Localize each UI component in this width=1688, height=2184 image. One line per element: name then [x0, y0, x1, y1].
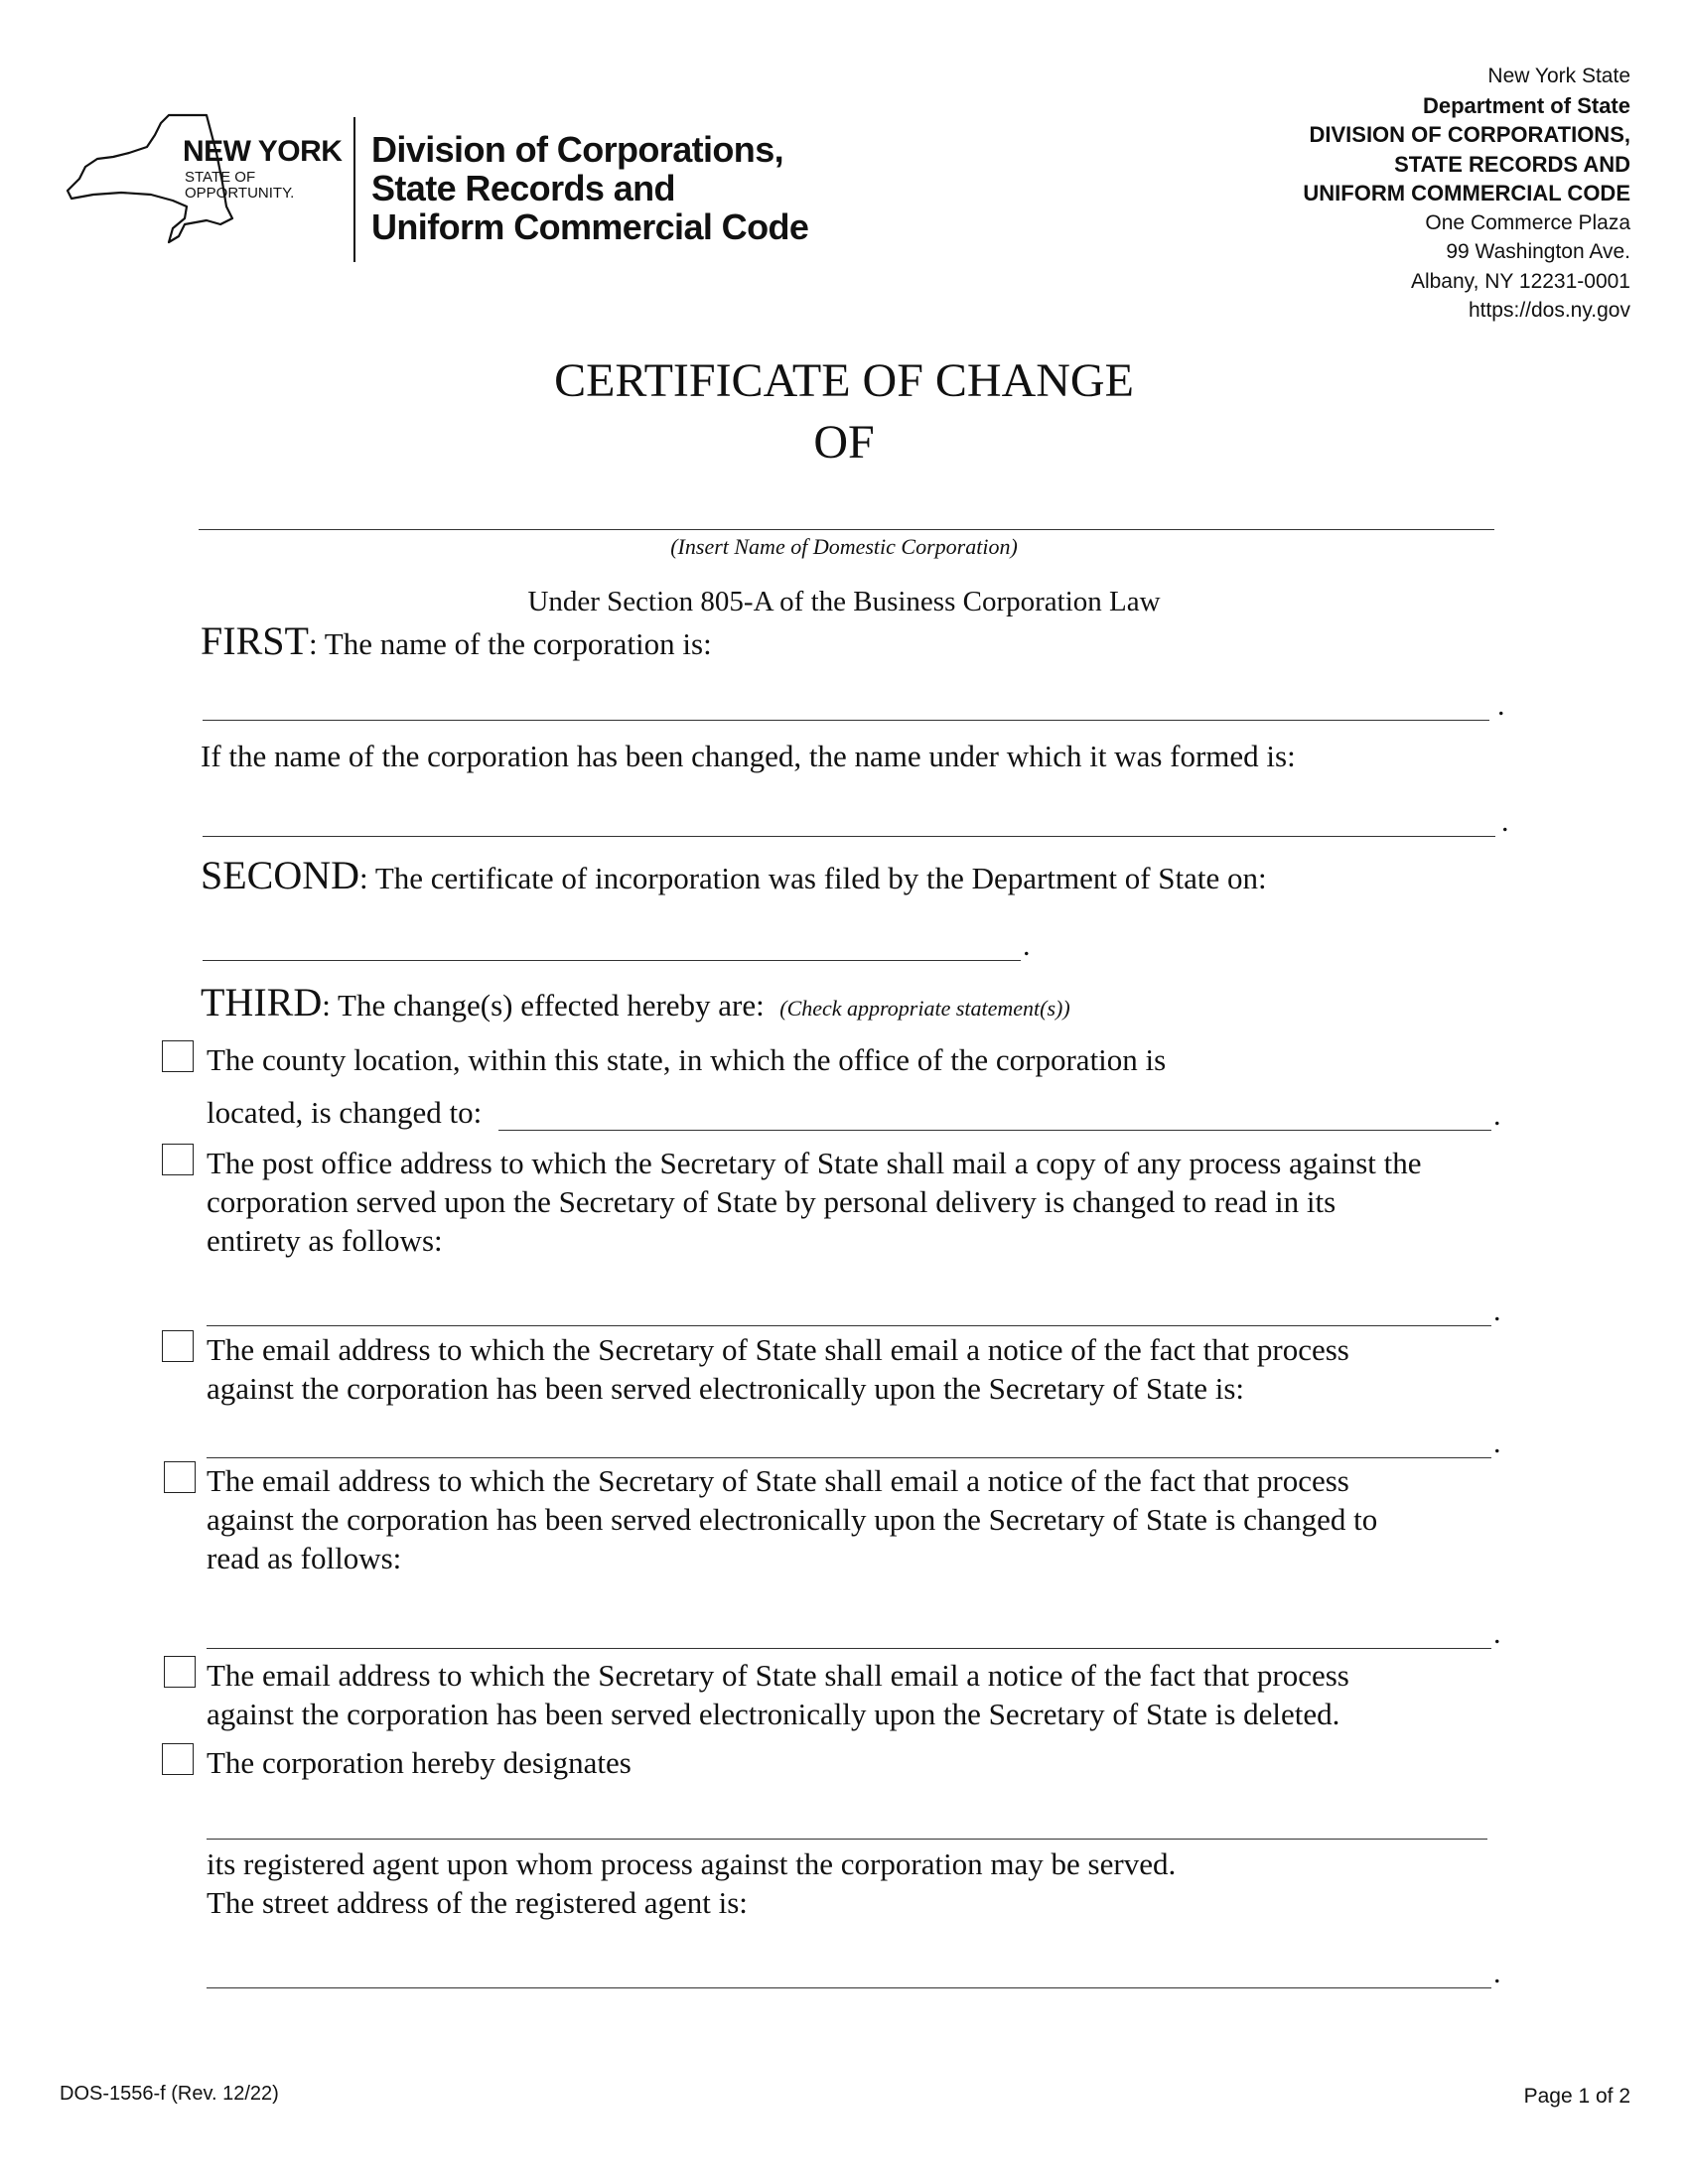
registered-agent-name-input[interactable] — [207, 1839, 1487, 1840]
agency-address — [1114, 62, 1630, 326]
email-delete-checkbox[interactable] — [164, 1656, 196, 1688]
email-input[interactable] — [207, 1457, 1491, 1458]
agent-text-2: its registered agent upon whom process against the corporation may be served. — [207, 1846, 1177, 1881]
post-office-text-2: corporation served upon the Secretary of State by personal delivery is changed to read in its — [207, 1184, 1336, 1219]
email-address-checkbox[interactable] — [162, 1330, 194, 1362]
agency-line-6: One Commerce Plaza — [1425, 210, 1630, 234]
county-change-checkbox[interactable] — [162, 1040, 194, 1072]
second-label: SECOND — [201, 853, 360, 897]
agency-line-7: 99 Washington Ave. — [1446, 240, 1630, 263]
second-section — [201, 853, 1267, 897]
email-delete-text-2: against the corporation has been served electronically upon the Secretary of State is deleted. — [207, 1697, 1340, 1731]
period: . — [1501, 805, 1509, 838]
first-colon: : — [308, 626, 318, 661]
page-number: Page 1 of 2 — [1523, 2085, 1630, 2108]
agency-website[interactable]: https://dos.ny.gov — [1468, 299, 1630, 322]
agency-line-3: DIVISION OF CORPORATIONS, — [1309, 122, 1630, 147]
email-change-text-1: The email address to which the Secretary of State shall email a notice of the fact that process — [207, 1463, 1349, 1498]
post-office-text-1: The post office address to which the Secretary of State shall mail a copy of any process against the — [207, 1146, 1422, 1180]
agent-text-3: The street address of the registered agent is: — [207, 1885, 748, 1920]
email-delete-text-1: The email address to which the Secretary of State shall email a notice of the fact that process — [207, 1658, 1349, 1693]
period: . — [1493, 1427, 1501, 1459]
county-text-2: located, is changed to: — [207, 1095, 483, 1130]
email-change-text-2: against the corporation has been served electronically upon the Secretary of State is changed to — [207, 1502, 1378, 1537]
third-note: (Check appropriate statement(s)) — [779, 996, 1070, 1021]
agent-text-1: The corporation hereby designates — [207, 1745, 632, 1780]
first-text: The name of the corporation is: — [317, 626, 712, 661]
registered-agent-address-input[interactable] — [207, 1987, 1491, 1988]
registered-agent-checkbox[interactable] — [162, 1743, 194, 1775]
email-text-1: The email address to which the Secretary of State shall email a notice of the fact that process — [207, 1332, 1349, 1367]
county-input[interactable] — [498, 1130, 1491, 1131]
period: . — [1493, 1957, 1501, 1989]
first-section — [201, 618, 712, 663]
original-name-input[interactable] — [203, 836, 1495, 837]
email-change-text-3: read as follows: — [207, 1541, 402, 1575]
agency-line-2: Department of State — [1422, 92, 1630, 118]
email-change-checkbox[interactable] — [164, 1461, 196, 1493]
logo-state-name: NEW YORK — [183, 135, 343, 168]
agency-line-8: Albany, NY 12231-0001 — [1410, 269, 1630, 293]
period: . — [1493, 1617, 1501, 1650]
logo-tagline-2: OPPORTUNITY. — [185, 185, 295, 202]
third-text: : The change(s) effected hereby are: — [322, 988, 765, 1023]
post-office-text-3: entirety as follows: — [207, 1223, 443, 1258]
corporation-name-input[interactable] — [203, 720, 1489, 721]
name-caption: (Insert Name of Domestic Corporation) — [670, 534, 1018, 559]
document-title-of: OF — [813, 416, 875, 469]
agency-line-4: STATE RECORDS AND — [1394, 151, 1630, 177]
filing-date-input[interactable] — [203, 960, 1021, 961]
corporation-name-field[interactable] — [199, 529, 1494, 530]
third-label: THIRD — [201, 980, 323, 1024]
ny-state-logo — [58, 109, 346, 258]
division-line-1: Division of Corporations, — [371, 129, 784, 170]
county-text-1: The county location, within this state, in which the office of the corporation is — [207, 1042, 1167, 1077]
agency-line-1: New York State — [1487, 65, 1630, 87]
period: . — [1023, 929, 1031, 962]
period: . — [1493, 1295, 1501, 1327]
email-change-input[interactable] — [207, 1648, 1491, 1649]
document-title: CERTIFICATE OF CHANGE — [554, 354, 1134, 407]
period: . — [1497, 689, 1505, 722]
changed-name-text: If the name of the corporation has been changed, the name under which it was formed is: — [201, 739, 1296, 773]
email-text-2: against the corporation has been served electronically upon the Secretary of State is: — [207, 1371, 1245, 1406]
logo-divider — [353, 117, 355, 262]
period: . — [1493, 1099, 1501, 1132]
division-line-2: State Records and — [371, 168, 675, 208]
second-text: : The certificate of incorporation was filed by the Department of State on: — [359, 861, 1267, 895]
logo-tagline-1: STATE OF — [185, 169, 256, 186]
agency-line-5: UNIFORM COMMERCIAL CODE — [1303, 181, 1630, 205]
division-line-3: Uniform Commercial Code — [371, 206, 809, 247]
first-label: FIRST — [201, 618, 309, 663]
third-section — [201, 980, 1070, 1027]
post-office-input[interactable] — [207, 1325, 1491, 1326]
law-line: Under Section 805-A of the Business Corporation Law — [527, 586, 1161, 617]
post-office-checkbox[interactable] — [162, 1144, 194, 1175]
form-id: DOS-1556-f (Rev. 12/22) — [60, 2083, 279, 2105]
